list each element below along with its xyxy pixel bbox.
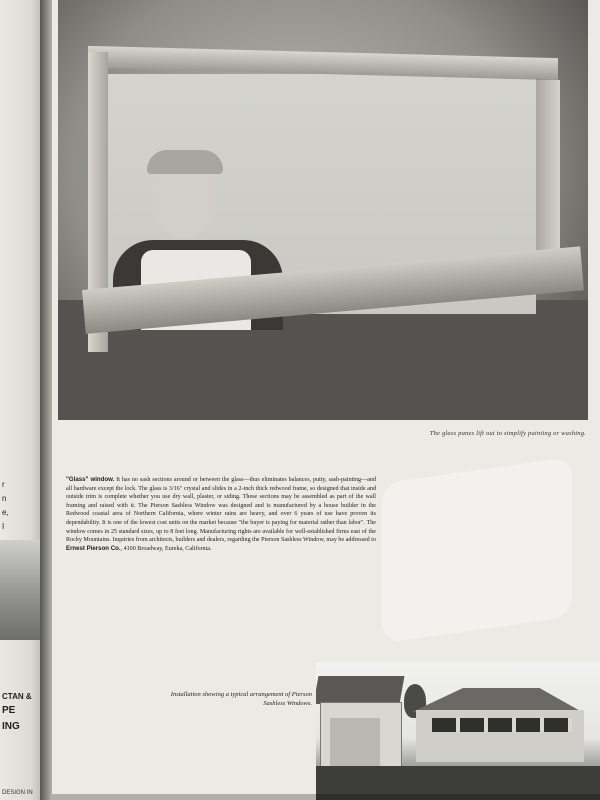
adjacent-page	[0, 0, 44, 800]
garage-door	[330, 718, 380, 772]
company-name: Ernest Pierson Co.	[66, 544, 121, 552]
adjacent-text-fragment: r	[2, 480, 5, 489]
adjacent-text-fragment: n	[2, 494, 7, 503]
article-lead: "Glass" window.	[66, 476, 115, 483]
adjacent-text-fragment: CTAN &	[2, 692, 32, 701]
article-body	[66, 476, 376, 553]
adjacent-page-photo	[0, 540, 40, 640]
garage-roof	[316, 676, 404, 704]
adjacent-text-fragment: I	[2, 522, 5, 531]
window-photo	[58, 0, 588, 420]
adjacent-text-fragment: e,	[2, 508, 9, 517]
house-roof	[412, 688, 582, 712]
page-bottom-shadow	[52, 794, 600, 800]
magazine-page	[52, 0, 600, 800]
company-address: , 4100 Broadway, Eureka, California.	[120, 545, 212, 552]
photo-caption: The glass panes lift out to simplify painting or washing.	[429, 430, 586, 437]
article-text: It has no sash sections around or between the glass—thus eliminates balances, putty, sash-painting—and all hardware except the lock. The glass is 3/16" crystal and slides in a 2-inch thick redwood frame, so designed that inside and outside trim is complete whether you use dry wall, plaster, or siding. These sections may be assembled as part of the wall framing and raised with it. The Pierson Sashless Window was designed and is manufactured by a house builder in the Redwood coastal area of Northern California, where winter rains are heavy, and over 6 years of use have proven its dependability. It is one of the lowest cost units on the market because "the buyer is paying for material rather than labor". The window comes in 25 standard sizes, up to 8 feet long. Manufacturing rights are available for well-established firms east of the Rocky Mountains. Inquiries from architects, builders and dealers, regarding the Pierson Sashless Window, may be addressed to	[66, 477, 376, 544]
adjacent-text-fragment: PE	[2, 705, 16, 716]
adjacent-text-fragment: ING	[2, 721, 20, 732]
background-watermark	[382, 457, 572, 644]
house-photo	[316, 662, 600, 800]
sashless-windows-row	[432, 718, 572, 732]
adjacent-page-footer: DESIGN IN	[2, 790, 33, 796]
installation-caption: Installation showing a typical arrangement of Pierson Sashless Windows.	[170, 691, 312, 707]
worker-cap	[147, 150, 223, 174]
